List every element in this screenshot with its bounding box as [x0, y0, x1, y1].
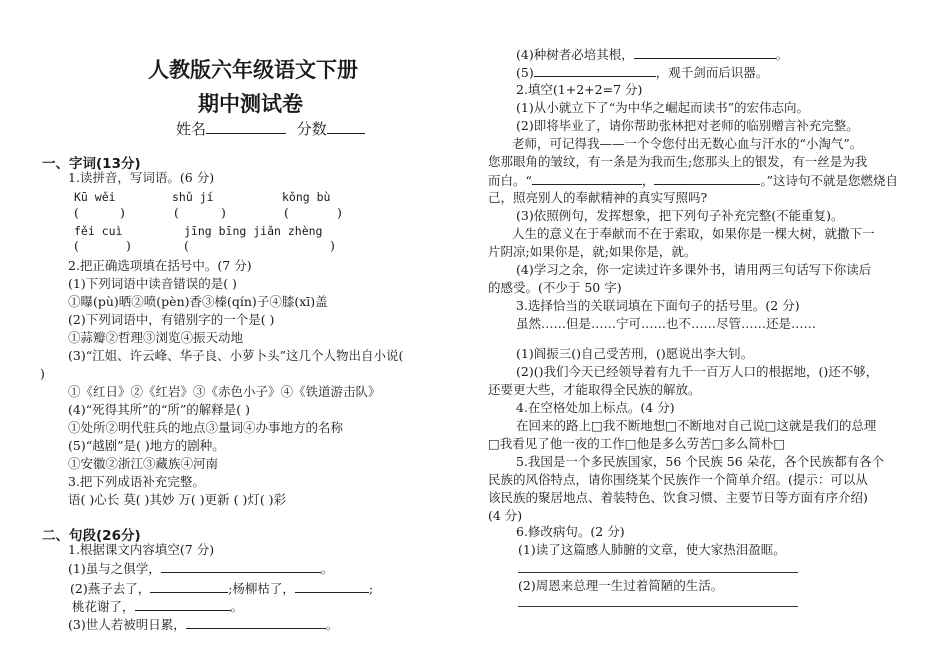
q3-words: 语( )心长 莫( )其妙 万( )更新 ( )灯( )彩 — [68, 492, 287, 507]
s1-2-text-a: (2)燕子去了， — [70, 581, 151, 596]
s1-4-end: 。 — [775, 47, 789, 62]
s1-4-blank[interactable] — [634, 46, 776, 59]
s2-2-blank-1[interactable] — [532, 172, 642, 185]
q3-text: 3.把下列成语补充完整。 — [68, 474, 205, 489]
s2-3-para-1: 人生的意义在于奉献而不在于索取，如果你是一棵大树，就撒下一 — [512, 226, 875, 241]
s2-2-para-4: 己，照亮别人的奉献精神的真实写照吗? — [488, 190, 708, 205]
s3-1: (1)阎振三()自己受苦刑，()愿说出李大钊。 — [516, 346, 754, 361]
s1-2-text-d: 桃花谢了， — [72, 599, 135, 614]
s3-words: 虽然……但是……宁可……也不……尽管……还是…… — [516, 316, 817, 331]
s1-5 — [516, 64, 768, 81]
s2-4-para-2: 的感受。(不少于 50 字) — [488, 280, 622, 295]
q2-1: (1)下列词语中读音错误的是( ) — [68, 276, 237, 291]
s4-text: 4.在空格处加上标点。(4 分) — [516, 400, 675, 415]
s1-1-end: 。 — [320, 561, 334, 576]
answer-paren-close: ) — [126, 238, 131, 253]
s1-3 — [68, 616, 338, 633]
s2-2-text-a: 而白。“ — [488, 173, 532, 188]
s4-para-1: 在回来的路上□我不断地想□不断地对自己说□这就是我们的总理 — [516, 418, 877, 433]
s2-2-para-1: 老师，可记得我——一个令您付出无数心血与汗水的“小淘气”。 — [512, 136, 863, 151]
s2-4: (4)学习之余，你一定读过许多课外书，请用两三句话写下你读后 — [516, 262, 872, 277]
answer-paren-open: ( — [74, 238, 79, 253]
s5-para-3: 该民族的聚居地点、着装特色、饮食习惯、主要节日等方面有序介绍) — [488, 490, 868, 505]
s5-para-4: (4 分) — [488, 508, 523, 523]
s2-1: (1)从小就立下了“为中华之崛起而读书”的宏伟志向。 — [516, 100, 809, 115]
pinyin-5: jīng bīng jiǎn zhèng — [184, 224, 323, 238]
s1-2-blank-2[interactable] — [295, 580, 369, 593]
s4-para-2: □我看见了他一夜的工作□他是多么劳苦□多么简朴□ — [488, 436, 786, 451]
s1-5-text: (5) — [516, 65, 534, 80]
s1-1-blank[interactable] — [161, 560, 321, 573]
q2-text: 2.把正确选项填在括号中。(7 分) — [68, 258, 252, 273]
answer-paren-close: ) — [330, 238, 335, 253]
s1-text: 1.根据课文内容填空(7 分) — [68, 542, 215, 557]
s2-2-para-3 — [488, 172, 898, 189]
s2-3-para-2: 片阴凉;如果你是，就;如果你是，就。 — [488, 244, 697, 259]
s5-para-2: 民族的风俗特点，请你围绕某个民族作一个简单介绍。(提示：可以从 — [488, 472, 868, 487]
q1-text: 1.读拼音，写词语。(6 分) — [68, 170, 215, 185]
score-field[interactable] — [327, 121, 365, 134]
name-score-line — [176, 118, 365, 139]
s1-3-text: (3)世人若被明日累， — [68, 617, 186, 632]
s3-2-a: (2)()我们今天已经领导着有九千一百万人口的根据地，()还不够， — [516, 364, 879, 379]
s1-1-text: (1)虽与之俱学， — [68, 561, 161, 576]
s6-text: 6.修改病句。(2 分) — [516, 524, 625, 539]
answer-paren-close: ) — [337, 205, 342, 220]
s2-2-text-b: ， — [641, 173, 655, 188]
answer-paren-open: ( — [74, 205, 79, 220]
answer-paren-close: ) — [120, 205, 125, 220]
s1-2-text-b: ;杨柳枯了， — [228, 581, 295, 596]
s2-2-blank-2[interactable] — [654, 172, 760, 185]
name-field[interactable] — [206, 121, 286, 134]
s2-2-text-c: 。”这诗句不就是您燃烧自 — [760, 173, 899, 188]
q2-4: (4)“死得其所”的“所”的解释是( ) — [68, 402, 250, 417]
section-2-heading: 二、句段(26分) — [42, 528, 141, 544]
s2-2: (2)即将毕业了，请你帮助张林把对老师的临别赠言补充完整。 — [516, 118, 859, 133]
pinyin-4: fěi cuì — [74, 224, 123, 238]
s3-2-b: 还要更大些，才能取得全民族的解放。 — [488, 382, 701, 397]
q2-2-options: ①蒜瓣②哲理③浏览④振天动地 — [68, 330, 244, 345]
s1-2-text-c: ; — [368, 581, 374, 596]
section-1-heading: 一、字词(13分) — [42, 156, 141, 172]
q2-3: (3)“江姐、许云峰、华子良、小萝卜头”这几个人物出自小说( — [68, 348, 404, 363]
q2-3-options: ①《红日》②《红岩》③《赤色小子》④《铁道游击队》 — [68, 384, 381, 399]
answer-paren-open: ( — [284, 205, 289, 220]
s5-para-1: 5.我国是一个多民族国家，56 个民族 56 朵花，各个民族都有各个 — [516, 454, 885, 469]
s3-text: 3.选择恰当的关联词填在下面句子的括号里。(2 分) — [516, 298, 800, 313]
q2-3-end: ) — [40, 366, 45, 381]
s1-2-cont — [72, 598, 243, 615]
s1-5-end: ，观千剑而后识器。 — [655, 65, 769, 80]
q2-4-options: ①处所②明代驻兵的地点③量词④办事地方的名称 — [68, 420, 344, 435]
s1-3-end: 。 — [325, 617, 339, 632]
s1-2-blank-1[interactable] — [150, 580, 228, 593]
s6-1: (1)读了这篇感人肺腑的文章，使大家热泪盈眶。 — [518, 542, 786, 557]
answer-paren-open: ( — [184, 238, 189, 253]
page-title: 人教版六年级语文下册 — [148, 58, 358, 82]
s1-1 — [68, 560, 333, 577]
s6-2: (2)周恩来总理一生过着简陋的生活。 — [518, 578, 724, 593]
pinyin-1: Kū wěi — [74, 190, 116, 204]
s1-2-text-e: 。 — [230, 599, 244, 614]
q2-2: (2)下列词语中，有错别字的一个是( ) — [68, 312, 275, 327]
pinyin-3: kǒng bù — [282, 190, 331, 204]
pinyin-2: shǔ jí — [172, 190, 214, 204]
answer-paren-open: ( — [174, 205, 179, 220]
score-label: 分数 — [296, 120, 327, 138]
name-label: 姓名 — [176, 120, 207, 138]
s2-2-para-2: 您那眼角的皱纹，有一条是为我而生;您那头上的银发，有一丝是为我 — [488, 154, 868, 169]
s6-1-answer-line[interactable] — [518, 572, 798, 573]
s1-2 — [70, 580, 373, 597]
s1-3-blank[interactable] — [186, 616, 326, 629]
q2-5-options: ①安徽②浙江③藏族④河南 — [68, 456, 219, 471]
s2-3: (3)依照例句，发挥想象，把下列句子补充完整(不能重复)。 — [516, 208, 844, 223]
s1-4-text: (4)种树者必培其根， — [516, 47, 634, 62]
s1-4 — [516, 46, 788, 63]
s6-2-answer-line[interactable] — [518, 606, 798, 607]
s1-2-blank-3[interactable] — [135, 598, 231, 611]
q2-5: (5)“越剧”是( )地方的剧种。 — [68, 438, 225, 453]
s2-text: 2.填空(1+2+2=7 分) — [516, 82, 643, 97]
q2-1-options: ①曝(pù)晒②喷(pèn)香③榛(qín)子④膝(xī)盖 — [68, 294, 328, 309]
answer-paren-close: ) — [221, 205, 226, 220]
page-subtitle: 期中测试卷 — [198, 92, 303, 116]
s1-5-blank[interactable] — [534, 64, 656, 77]
